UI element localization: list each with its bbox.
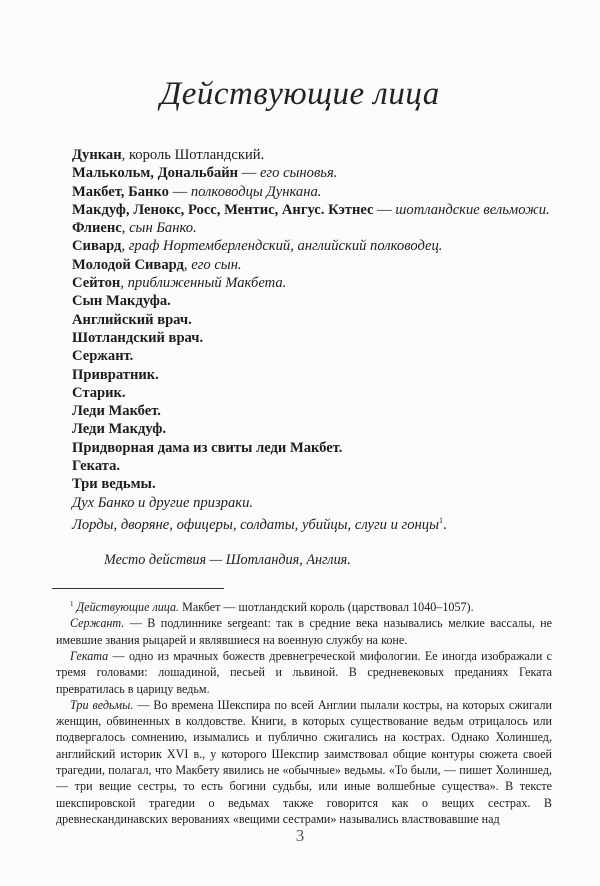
setting-line: Место действия — Шотландия, Англия. — [104, 552, 351, 568]
cast-name: Старик. — [72, 384, 126, 401]
cast-item — [72, 347, 542, 365]
footnote-term: Действующие лица. — [76, 600, 180, 615]
cast-name: Малькольм, Дональбайн — [72, 165, 239, 182]
cast-item — [72, 146, 542, 164]
cast-name: Сын Макдуфа. — [72, 293, 171, 310]
cast-item — [72, 201, 550, 219]
cast-name: Три ведьмы. — [72, 476, 156, 493]
cast-item — [72, 384, 542, 402]
cast-name: Леди Макдуф. — [72, 421, 167, 438]
cast-separator: , — [183, 256, 192, 273]
footnote-text: — Во времена Шекспира по всей Англии пылали костры, на которых сжигали женщин, обвиненных в колдовстве. Книги, в которых существование ведьм отрицалось или подвергалось сомнению, изымались и публично сжигались на кострах. Однако Холиншед, английский историк XVI в., у которого Шекспир заимствовал общие контуры сюжета своей трагедии, полагал, что Макбету явились не «обычные» ведьмы. «То были, — пишет Холиншед, — три вещие сестры, то есть богини судьбы, или иные волшебные существа». В тексте шекспировской трагедии о ведьмах также говорится как о вещих сестрах. В древнескандинавских верованиях «вещими сестрами» назывались властвовавшие над — [56, 697, 552, 826]
footnotes — [56, 596, 552, 827]
cast-item — [72, 420, 542, 438]
cast-name: Макдуф, Ленокс, Росс, Ментис, Ангус. Кэтнес — [72, 201, 374, 218]
cast-name: Макбет, Банко — [72, 183, 169, 200]
footnote-marker[interactable]: 1 — [438, 515, 443, 525]
cast-description: шотландские вельможи. — [395, 201, 550, 218]
cast-name: Молодой Сивард — [72, 256, 184, 273]
cast-extra-text: Дух Банко и другие призраки. — [72, 494, 254, 511]
cast-name: Леди Макбет. — [72, 403, 161, 420]
cast-name: Флиенс — [72, 220, 122, 237]
cast-name: Придворная дама из свиты леди Макбет. — [72, 439, 343, 456]
cast-description: приближенный Макбета. — [127, 275, 287, 292]
cast-description: его сыновья. — [259, 165, 338, 182]
footnote-text: Макбет — шотландский король (царствовал 1040–1057). — [179, 600, 474, 615]
footnote-number: 1 — [70, 600, 74, 608]
cast-item — [72, 237, 542, 255]
cast-extra — [72, 512, 542, 534]
page-title: Действующие лица — [160, 76, 440, 112]
cast-item — [72, 164, 542, 182]
cast-extra-text: Лорды, дворяне, офицеры, солдаты, убийцы, слуги и гонцы — [72, 516, 439, 533]
cast-item — [72, 439, 542, 457]
cast-list — [72, 146, 550, 534]
cast-name: Сержант. — [72, 348, 134, 365]
footnote-term: Три ведьмы. — [70, 697, 134, 712]
cast-description: полководцы Дункана. — [190, 183, 322, 200]
cast-description: его сын. — [191, 256, 242, 273]
cast-extra-punct: . — [442, 516, 447, 533]
footnote — [56, 697, 552, 827]
cast-separator: , — [121, 147, 129, 163]
cast-name: Геката. — [72, 458, 121, 475]
cast-item — [72, 402, 542, 420]
footnote-divider — [52, 588, 224, 589]
cast-item — [72, 256, 542, 274]
cast-item — [72, 457, 542, 475]
cast-item — [72, 292, 542, 310]
cast-separator: — — [373, 201, 396, 218]
cast-name: Дункан — [72, 147, 122, 163]
cast-item — [72, 329, 542, 347]
cast-item — [72, 475, 542, 493]
cast-description: король Шотландский. — [128, 147, 265, 163]
cast-item — [72, 311, 542, 329]
footnote-term: Сержант. — [70, 616, 125, 631]
cast-name: Сейтон — [72, 275, 121, 292]
footnote-text: — В подлиннике sergeant: так в средние века назывались мелкие вассалы, не имевшие звания рыцарей и являвшиеся на военную службу на коне. — [56, 616, 552, 647]
cast-name: Привратник. — [72, 366, 159, 383]
cast-item — [72, 219, 542, 237]
cast-separator: , — [121, 220, 130, 237]
cast-item — [72, 366, 542, 384]
cast-name: Шотландский врач. — [72, 329, 204, 346]
cast-name: Сивард — [72, 238, 122, 255]
footnote — [56, 648, 552, 697]
page-number: 3 — [295, 826, 305, 845]
footnote — [56, 596, 552, 615]
cast-item — [72, 274, 542, 292]
cast-separator: , — [120, 275, 128, 292]
cast-extra — [72, 494, 542, 512]
cast-separator: , — [121, 238, 129, 255]
footnote — [56, 615, 552, 648]
cast-separator: — — [168, 183, 191, 200]
cast-separator: — — [238, 165, 260, 182]
cast-name: Английский врач. — [72, 311, 192, 328]
cast-item — [72, 183, 542, 201]
cast-description: граф Нортемберлендский, английский полководец. — [128, 238, 443, 255]
footnote-term: Геката — [70, 648, 109, 663]
cast-description: сын Банко. — [129, 220, 197, 237]
footnote-text: — одно из мрачных божеств древнегреческой мифологии. Ее иногда изображали с тремя головами: лошадиной, песьей и львиной. В средневековых преданиях Геката превратилась в царицу ведьм. — [56, 648, 552, 696]
